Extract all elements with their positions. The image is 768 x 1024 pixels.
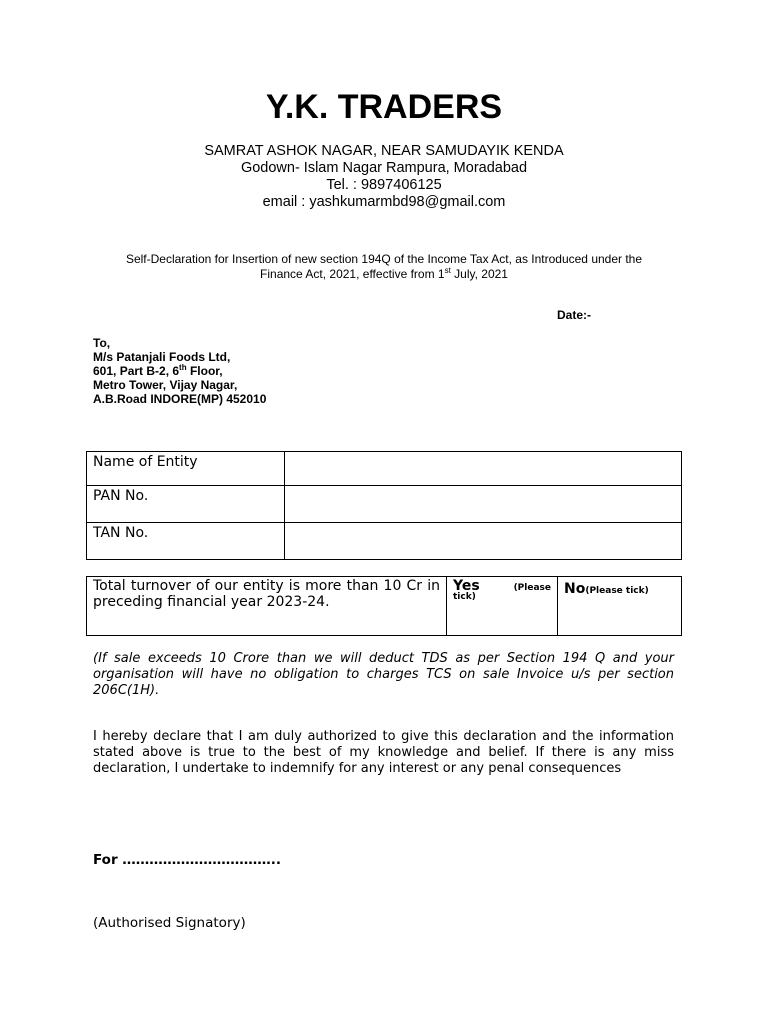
address-line-1: SAMRAT ASHOK NAGAR, NEAR SAMUDAYIK KENDA	[204, 143, 564, 159]
authorised-signatory: (Authorised Signatory)	[93, 915, 246, 931]
declaration-paragraph: I hereby declare that I am duly authorized to give this declaration and the information stated above is true to the best of my knowledge and belief. If there is any miss declaration, I undertake to indemnify for any interest or any penal consequences	[93, 729, 674, 776]
table-row	[87, 452, 682, 486]
company-name: Y.K. TRADERS	[265, 88, 503, 126]
heading-line-2-text: Finance Act, 2021, effective from 1	[260, 267, 445, 281]
recipient-to: To,	[93, 336, 111, 350]
tan-value[interactable]	[285, 523, 682, 560]
table-row	[87, 577, 682, 636]
turnover-table	[86, 576, 682, 636]
table-row	[87, 523, 682, 560]
yes-hint: (Please	[513, 583, 551, 593]
declaration-heading	[90, 252, 678, 282]
entity-name-value[interactable]	[285, 452, 682, 486]
recipient-line-2: Metro Tower, Vijay Nagar,	[93, 378, 238, 392]
no-hint: (Please tick)	[585, 586, 649, 596]
tan-label: TAN No.	[87, 523, 285, 560]
heading-line-1: Self-Declaration for Insertion of new section 194Q of the Income Tax Act, as Introduced under the	[125, 252, 643, 266]
yes-label: Yes	[453, 578, 480, 594]
entity-name-label: Name of Entity	[87, 452, 285, 486]
date-label: Date:-	[557, 308, 592, 322]
recipient-name: M/s Patanjali Foods Ltd,	[93, 350, 231, 364]
turnover-statement: Total turnover of our entity is more than 10 Cr in preceding financial year 2023-24.	[87, 577, 447, 636]
heading-line-2-end: July, 2021	[450, 267, 508, 281]
recipient-line-3: A.B.Road INDORE(MP) 452010	[93, 392, 267, 406]
pan-label: PAN No.	[87, 486, 285, 523]
no-label: No	[564, 581, 586, 597]
for-line: For ……………………………..	[93, 852, 282, 868]
no-cell[interactable]	[558, 577, 682, 636]
phone-number: Tel. : 9897406125	[326, 177, 442, 193]
recipient-address	[93, 336, 266, 406]
recipient-line-1	[93, 364, 266, 378]
yes-cell[interactable]	[447, 577, 558, 636]
recipient-line-1-sup: th	[179, 363, 187, 372]
table-row	[87, 486, 682, 523]
heading-line-2	[90, 267, 678, 282]
recipient-line-1-text: 601, Part B-2, 6	[93, 364, 180, 378]
address-line-2: Godown- Islam Nagar Rampura, Moradabad	[240, 160, 528, 176]
tds-note: (If sale exceeds 10 Crore than we will deduct TDS as per Section 194 Q and your organisation will have no obligation to charges TCS on sale Invoice u/s per section 206C(1H).	[93, 651, 674, 698]
yes-hint-tick: tick)	[453, 592, 476, 602]
entity-details-table	[86, 451, 682, 560]
pan-value[interactable]	[285, 486, 682, 523]
recipient-line-1-end: Floor,	[186, 364, 223, 378]
heading-line-2-sup: st	[444, 266, 451, 275]
email-address: email : yashkumarmbd98@gmail.com	[262, 194, 506, 210]
